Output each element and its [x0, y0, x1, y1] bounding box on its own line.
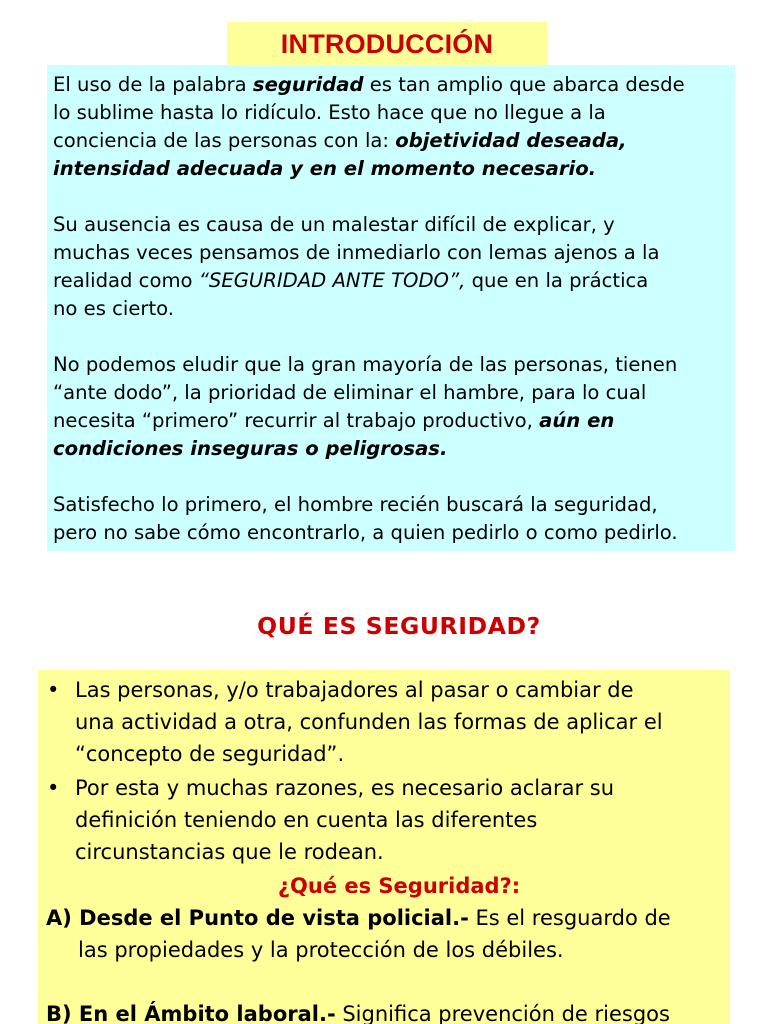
text-line: definición teniendo en cuenta las diferentes: [75, 808, 538, 832]
definition-label: A) Desde el Punto de vista policial.-: [46, 906, 469, 930]
text-line: muchas veces pensamos de inmediarlo con lemas ajenos a la: [53, 241, 660, 264]
intro-text-box: [47, 65, 735, 551]
text-run: realidad como: [53, 269, 199, 292]
text-run: conciencia de las personas con la:: [53, 129, 396, 152]
intro-paragraph-4: [53, 491, 729, 547]
text-run: Es el resguardo de: [468, 906, 671, 930]
bullet-icon: •: [47, 678, 60, 702]
text-run: que en la práctica: [465, 269, 649, 292]
list-item: [46, 772, 722, 868]
text-line: [46, 902, 722, 934]
text-line: Las personas, y/o trabajadores al pasar o cambiar de: [75, 678, 634, 702]
emphasis-text: seguridad: [252, 73, 364, 96]
text-line: [46, 998, 722, 1024]
definition-a: [46, 902, 722, 966]
text-line: una actividad a otra, confunden las formas de aplicar el: [75, 710, 663, 734]
text-run: El uso de la palabra: [53, 73, 253, 96]
bullet-list: [46, 674, 722, 868]
list-item: [46, 674, 722, 770]
intro-paragraph-3: [53, 351, 729, 463]
text-line: lo sublime hasta lo ridículo. Esto hace que no llegue a la: [53, 101, 606, 124]
text-run: Significa prevención de riesgos: [335, 1002, 670, 1024]
text-line: Por esta y muchas razones, es necesario aclarar su: [75, 776, 615, 800]
emphasis-text: aún en: [539, 409, 615, 432]
text-line: circunstancias que le rodean.: [75, 840, 384, 864]
text-line: Su ausencia es causa de un malestar difícil de explicar, y: [53, 213, 615, 236]
intro-title-box: [227, 22, 547, 66]
text-line: “concepto de seguridad”.: [75, 742, 345, 766]
intro-paragraph-1: [53, 71, 729, 183]
text-run: necesita “primero” recurrir al trabajo productivo,: [53, 409, 540, 432]
text-line: [53, 267, 729, 295]
text-line: [53, 407, 729, 435]
emphasis-line: condiciones inseguras o peligrosas.: [53, 437, 448, 460]
emphasis-text: objetividad deseada,: [395, 129, 627, 152]
text-run: es tan amplio que abarca desde: [363, 73, 685, 96]
text-line: [53, 71, 729, 99]
definition-label: B) En el Ámbito laboral.-: [46, 1002, 336, 1024]
text-line: no es cierto.: [53, 297, 175, 320]
text-line: las propiedades y la protección de los débiles.: [78, 938, 564, 962]
bullet-icon: •: [47, 776, 60, 800]
text-line: [53, 127, 729, 155]
text-line: pero no sabe cómo encontrarlo, a quien pedirlo o como pedirlo.: [53, 521, 678, 544]
text-line: Satisfecho lo primero, el hombre recién buscará la seguridad,: [53, 493, 658, 516]
text-line: “ante dodo”, la prioridad de eliminar el hambre, para lo cual: [53, 381, 647, 404]
intro-title: INTRODUCCIÓN: [280, 28, 494, 59]
text-line: No podemos eludir que la gran mayoría de las personas, tienen: [53, 353, 678, 376]
intro-paragraph-2: [53, 211, 729, 323]
emphasis-line: intensidad adecuada y en el momento necesario.: [53, 157, 597, 180]
sub-question-heading: ¿Qué es Seguridad?:: [277, 874, 521, 898]
quoted-slogan: “SEGURIDAD ANTE TODO”,: [198, 269, 466, 292]
definition-b: [46, 998, 722, 1024]
section-title: QUÉ ES SEGURIDAD?: [257, 612, 541, 640]
definition-box: [38, 670, 730, 1024]
